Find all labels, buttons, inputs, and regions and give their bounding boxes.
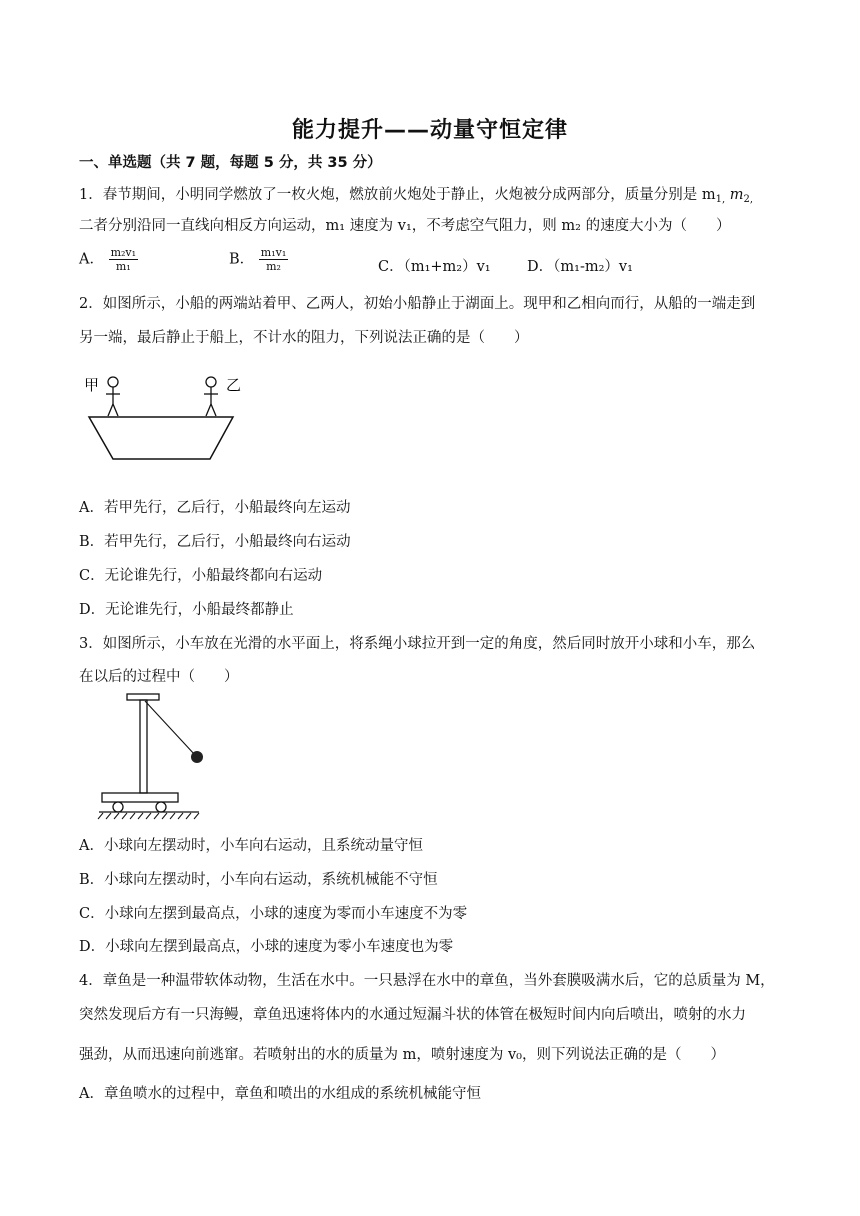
q2-stem-line1: 2．如图所示，小船的两端站着甲、乙两人，初始小船静止于湖面上。现甲和乙相向而行，从船的一端走到	[79, 296, 756, 312]
q3-option-c[interactable]: C．小球向左摆到最高点，小球的速度为零而小车速度不为零	[79, 906, 468, 922]
q2-option-a[interactable]: A．若甲先行，乙后行，小船最终向左运动	[79, 500, 351, 516]
top-plate	[127, 694, 159, 700]
q2-option-d[interactable]: D．无论谁先行，小船最终都静止	[79, 602, 294, 618]
q1-option-a[interactable]: A． $\frac{\text{m₂v₁}}{\text{m₁}}$	[79, 246, 137, 273]
q2-stem-line2: 另一端，最后静止于船上，不计水的阻力，下列说法正确的是（ ）	[79, 330, 529, 346]
q1-option-d[interactable]: D．（m₁-m₂）v₁	[527, 259, 633, 275]
wheel-icon	[156, 802, 166, 812]
post	[140, 700, 147, 793]
fig-label-yi: 乙	[226, 376, 242, 394]
q2-option-c[interactable]: C．无论谁先行，小船最终都向右运动	[79, 568, 323, 584]
person-yi-icon	[204, 377, 218, 416]
page-title: 能力提升——动量守恒定律	[291, 118, 568, 143]
q3-stem-line2: 在以后的过程中（ ）	[79, 669, 239, 685]
wheel-icon	[113, 802, 123, 812]
pendulum-cart-figure	[95, 690, 285, 820]
q3-stem-line1: 3．如图所示，小车放在光滑的水平面上，将系绳小球拉开到一定的角度，然后同时放开小球和小车，那么	[79, 636, 756, 652]
ground-hatch	[98, 813, 199, 819]
q3-option-a[interactable]: A．小球向左摆动时，小车向右运动，且系统动量守恒	[79, 838, 423, 854]
person-jia-icon	[106, 377, 120, 416]
ball-icon	[191, 751, 203, 763]
q3-option-d[interactable]: D．小球向左摆到最高点，小球的速度为零小车速度也为零	[79, 939, 454, 955]
boat-figure	[80, 370, 250, 465]
q4-stem-line3: 强劲，从而迅速向前逃窜。若喷射出的水的质量为 m，喷射速度为 v₀，则下列说法正确的是（ ）	[79, 1047, 725, 1063]
q1-option-c[interactable]: C．（m₁+m₂）v₁	[378, 259, 491, 275]
cart-platform	[102, 793, 178, 802]
section-heading: 一、单选题（共 7 题，每题 5 分，共 35 分）	[79, 155, 382, 171]
q4-option-a[interactable]: A．章鱼喷水的过程中，章鱼和喷出的水组成的系统机械能守恒	[79, 1086, 481, 1102]
q1-stem-line1: 1．春节期间，小明同学燃放了一枚火炮，燃放前火炮处于静止，火炮被分成两部分，质量分别是 $m_{1,}$ $m_{2,}$	[79, 187, 754, 205]
q1-option-b[interactable]: B． $\frac{\text{m₁v₁}}{\text{m₂}}$	[229, 246, 287, 273]
boat-shape	[89, 417, 233, 459]
string	[145, 701, 195, 755]
fig-label-jia: 甲	[84, 376, 100, 394]
fraction: $\frac{\text{m₁v₁}}{\text{m₂}}$	[260, 246, 287, 273]
q3-option-b[interactable]: B．小球向左摆动时，小车向右运动，系统机械能不守恒	[79, 872, 438, 888]
q4-stem-line1: 4．章鱼是一种温带软体动物，生活在水中。一只悬浮在水中的章鱼，当外套膜吸满水后，它的总质量为 M，	[79, 973, 775, 989]
q4-stem-line2: 突然发现后方有一只海鳗，章鱼迅速将体内的水通过短漏斗状的体管在极短时间内向后喷出，喷射的水力	[79, 1007, 746, 1023]
q2-option-b[interactable]: B．若甲先行，乙后行，小船最终向右运动	[79, 534, 351, 550]
q1-stem-line2: 二者分别沿同一直线向相反方向运动，m₁ 速度为 v₁，不考虑空气阻力，则 m₂ 的速度大小为（ ）	[79, 218, 731, 234]
fraction: $\frac{\text{m₂v₁}}{\text{m₁}}$	[110, 246, 137, 273]
